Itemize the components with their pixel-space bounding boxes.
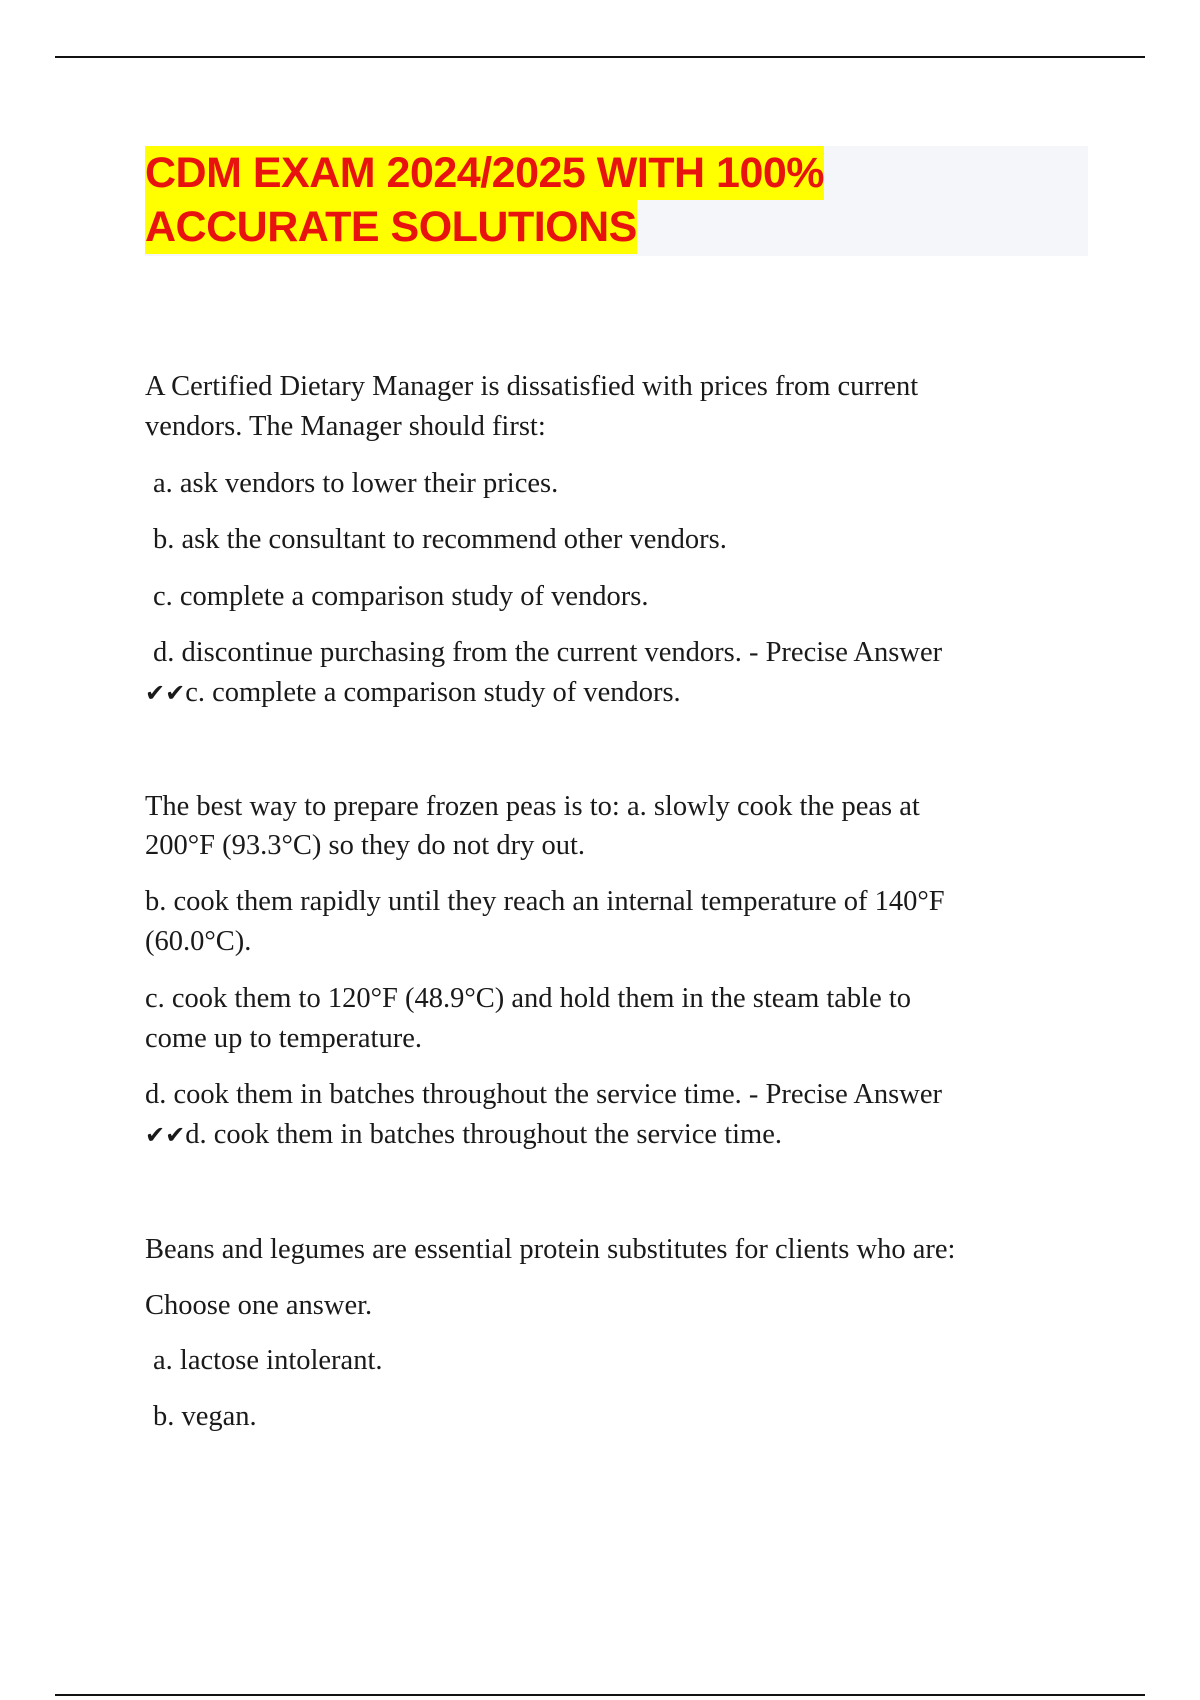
question-2-answer — [145, 1117, 782, 1153]
question-3-text: Beans and legumes are essential protein substitutes for clients who are: — [145, 1234, 956, 1265]
answer-text: d. cook them in batches throughout the service time. — [185, 1119, 782, 1150]
question-3-option-a: a. lactose intolerant. — [153, 1345, 383, 1376]
page-title-line-2: ACCURATE SOLUTIONS — [145, 200, 637, 254]
question-2-option-d: d. cook them in batches throughout the service time. - Precise Answer — [145, 1079, 942, 1110]
checkmark-icon: ✔✔ — [145, 1121, 186, 1149]
question-1-option-b: b. ask the consultant to recommend other vendors. — [153, 524, 727, 555]
question-3-option-b: b. vegan. — [153, 1401, 257, 1432]
top-rule — [55, 56, 1145, 58]
checkmark-icon: ✔✔ — [145, 679, 186, 707]
question-1-option-d: d. discontinue purchasing from the current vendors. - Precise Answer — [153, 637, 943, 668]
answer-text: c. complete a comparison study of vendors. — [185, 677, 681, 708]
question-1-option-a: a. ask vendors to lower their prices. — [153, 468, 559, 499]
question-2-option-b: (60.0°C). — [145, 926, 252, 957]
question-1-text: A Certified Dietary Manager is dissatisfied with prices from current — [145, 371, 919, 402]
question-2-option-c: c. cook them to 120°F (48.9°C) and hold them in the steam table to — [145, 983, 912, 1014]
question-2-text: 200°F (93.3°C) so they do not dry out. — [145, 830, 585, 861]
question-2-option-b: b. cook them rapidly until they reach an internal temperature of 140°F — [145, 886, 945, 917]
question-1-option-c: c. complete a comparison study of vendors. — [153, 581, 649, 612]
question-2-text: The best way to prepare frozen peas is to: a. slowly cook the peas at — [145, 791, 920, 822]
page-title-line-1: CDM EXAM 2024/2025 WITH 100% — [145, 146, 824, 200]
bottom-rule — [55, 1694, 1145, 1696]
question-1-answer — [145, 675, 681, 711]
question-2-option-c: come up to temperature. — [145, 1023, 422, 1054]
question-1-text: vendors. The Manager should first: — [145, 411, 546, 442]
question-3-instruction: Choose one answer. — [145, 1290, 373, 1321]
